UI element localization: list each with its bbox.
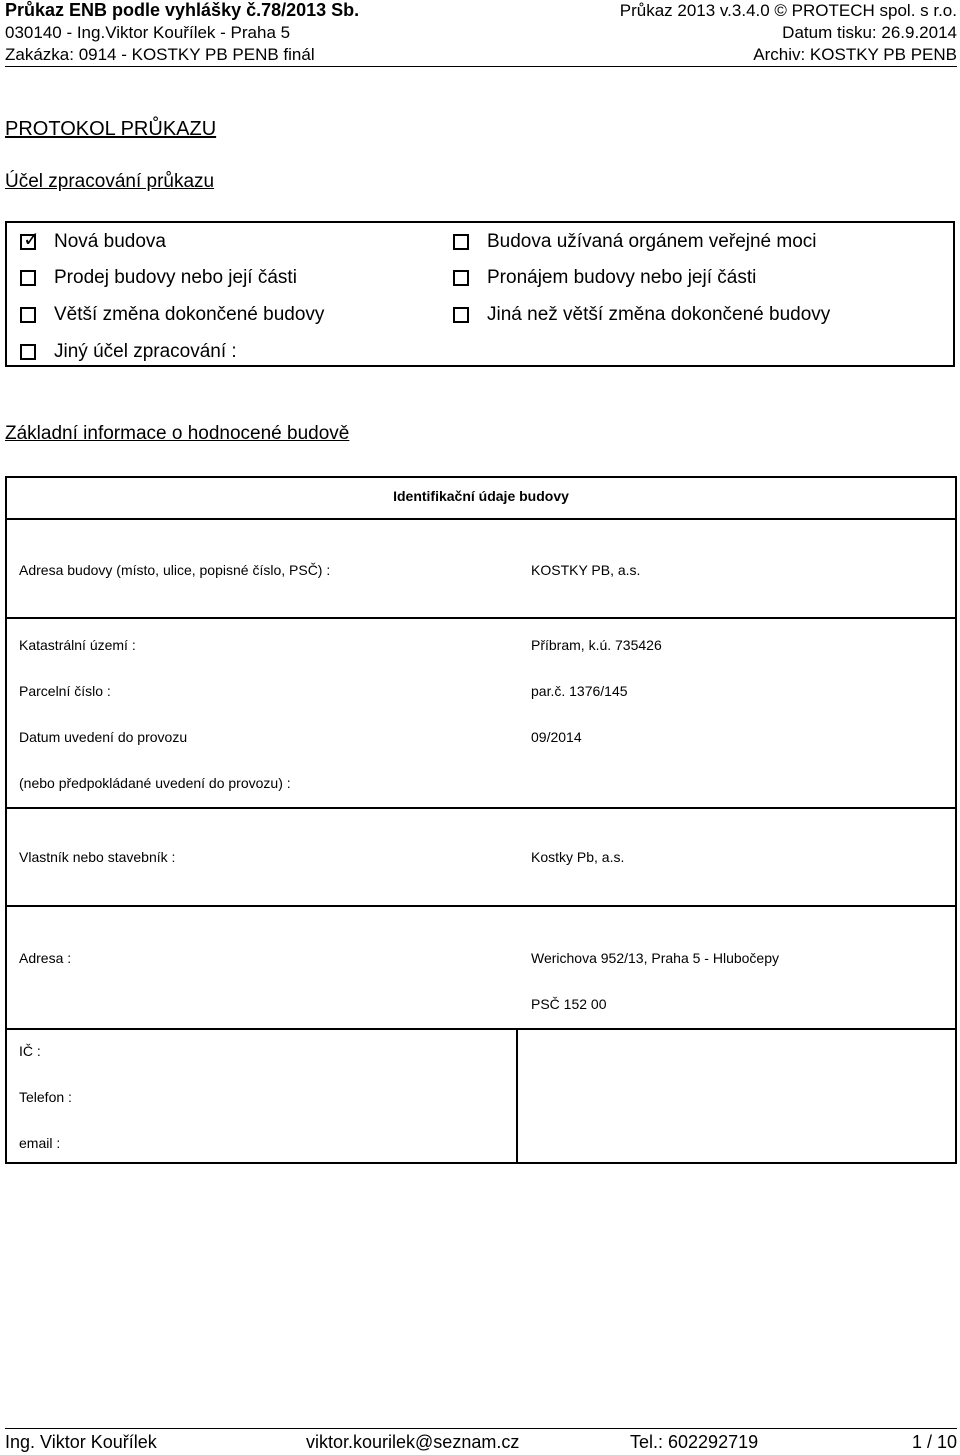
option-label: Pronájem budovy nebo její části [487,267,757,288]
ic-label: IČ : [19,1043,41,1059]
building-info-table [5,476,957,1164]
parcel-value: par.č. 1376/145 [531,683,628,699]
protocol-title: PROTOKOL PRŮKAZU [5,118,217,140]
parcel-label: Parcelní číslo : [19,683,111,699]
table-divider [7,617,955,619]
table-divider [7,518,955,520]
email-label: email : [19,1135,61,1151]
checkbox-checked[interactable] [20,229,40,251]
option-public-authority[interactable] [453,231,817,253]
page-number: 1 / 10 [911,1432,957,1452]
table-divider [7,1028,955,1030]
owner-address-label: Adresa : [19,950,72,966]
table-column-divider [516,1028,518,1162]
checkbox[interactable] [453,307,469,323]
option-major-change[interactable] [20,304,324,326]
header-divider [5,66,957,67]
phone-label: Telefon : [19,1089,72,1105]
checkbox[interactable] [453,234,469,250]
checkbox[interactable] [20,270,36,286]
checkbox[interactable] [20,307,36,323]
purpose-box [5,221,955,367]
order-line: Zakázka: 0914 - KOSTKY PB PENB finál [5,45,315,64]
address-value: KOSTKY PB, a.s. [531,562,641,578]
option-label: Jiný účel zpracování : [54,341,237,362]
option-label: Budova užívaná orgánem veřejné moci [487,231,817,252]
commissioning-label: Datum uvedení do provozu [19,729,188,745]
footer-phone: Tel.: 602292719 [630,1432,759,1452]
check-icon: ✓ [23,229,40,251]
option-sale[interactable] [20,267,297,289]
table-header: Identifikační údaje budovy [393,488,569,504]
option-new-building[interactable] [20,231,166,253]
commissioning-label-note: (nebo předpokládané uvedení do provozu) : [19,775,291,791]
option-label: Jiná než větší změna dokončené budovy [487,304,831,325]
address-label: Adresa budovy (místo, ulice, popisné číslo, PSČ) : [19,562,331,578]
footer-name: Ing. Viktor Kouřílek [5,1432,157,1452]
option-label: Nová budova [54,231,166,252]
option-label: Prodej budovy nebo její části [54,267,297,288]
author-line: 030140 - Ing.Viktor Kouřílek - Praha 5 [5,23,291,42]
owner-zip: PSČ 152 00 [531,996,607,1012]
option-other-purpose[interactable] [20,341,237,363]
checkbox[interactable] [453,270,469,286]
footer-divider [5,1428,957,1429]
owner-address-value: Werichova 952/13, Praha 5 - Hlubočepy [531,950,779,966]
document-title: Průkaz ENB podle vyhlášky č.78/2013 Sb. [5,0,360,20]
commissioning-value: 09/2014 [531,729,582,745]
cadastral-value: Příbram, k.ú. 735426 [531,637,662,653]
owner-label: Vlastník nebo stavebník : [19,849,176,865]
option-label: Větší změna dokončené budovy [54,304,325,325]
basic-info-heading: Základní informace o hodnocené budově [5,423,350,444]
cadastral-label: Katastrální území : [19,637,136,653]
option-rent[interactable] [453,267,756,289]
archive-line: Archiv: KOSTKY PB PENB [753,45,957,64]
footer-email: viktor.kourilek@seznam.cz [306,1432,520,1452]
print-date: Datum tisku: 26.9.2014 [782,23,957,42]
software-version: Průkaz 2013 v.3.4.0 © PROTECH spol. s r.o. [619,1,957,20]
table-divider [7,905,955,907]
option-minor-change[interactable] [453,304,830,326]
owner-value: Kostky Pb, a.s. [531,849,625,865]
checkbox[interactable] [20,344,36,360]
table-divider [7,807,955,809]
purpose-heading: Účel zpracování průkazu [5,171,215,192]
